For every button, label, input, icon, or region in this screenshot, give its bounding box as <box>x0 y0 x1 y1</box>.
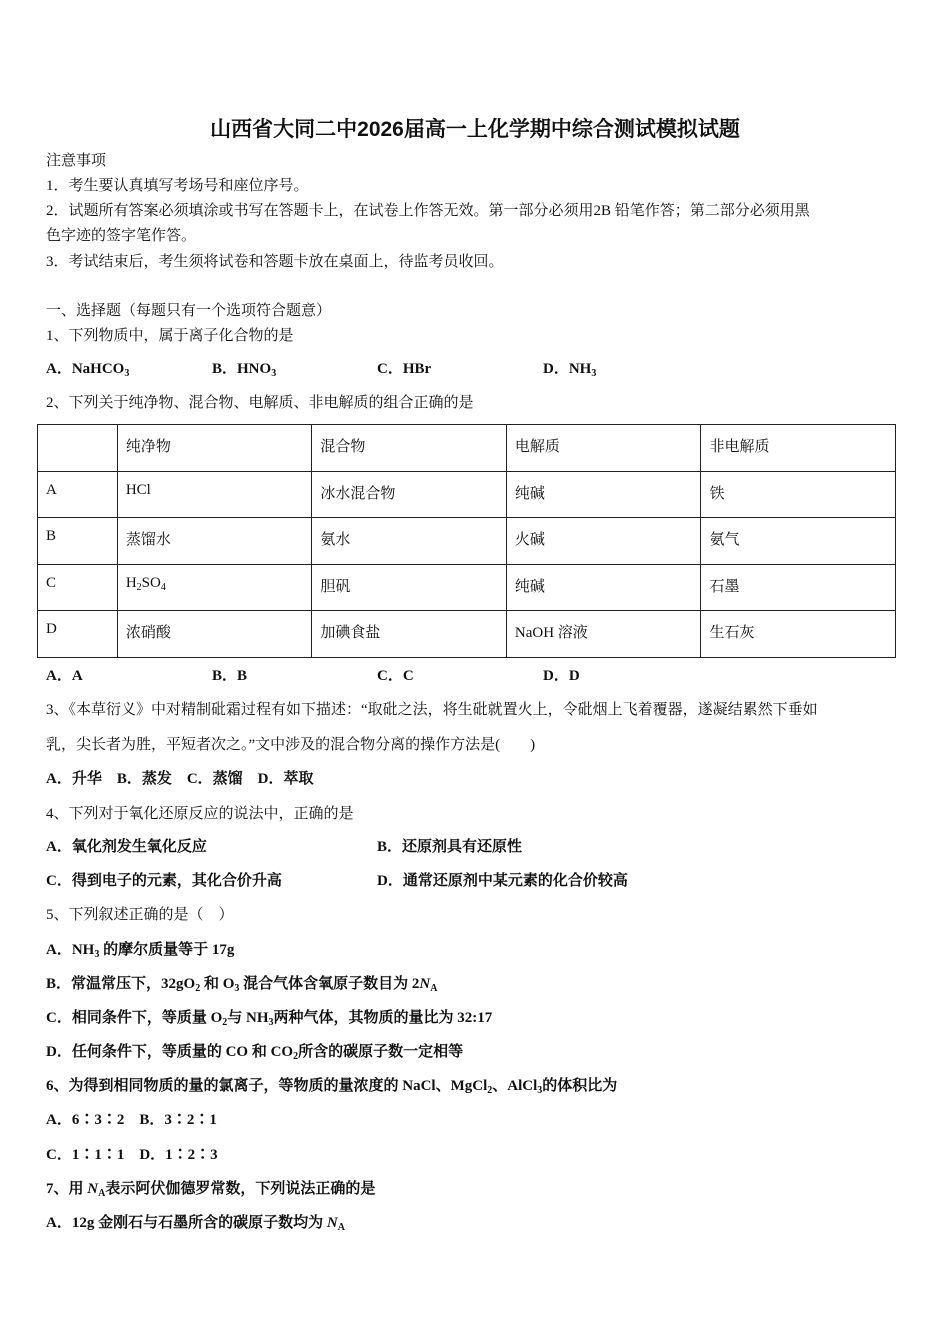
q2-option-c: C．C <box>377 668 414 684</box>
table-header-row <box>38 425 896 472</box>
question-6-stem: 6、为得到相同物质的量的氯离子，等物质的量浓度的 NaCl、MgCl$_2$、AlCl$_3$的体积比为 <box>46 1078 618 1096</box>
table-cell: C <box>38 564 118 611</box>
subscript: 2 <box>136 581 142 593</box>
question-3-stem: 3、《本草衍义》中对精制砒霜过程有如下描述：“取砒之法，将生砒就置火上，令砒烟上飞着覆器，遂凝结累然下垂如 <box>46 702 818 718</box>
subscript: 2 <box>195 983 201 994</box>
table-row <box>38 611 896 658</box>
table-cell: 冰水混合物 <box>312 471 507 518</box>
q4-option-a: A．氧化剂发生氧化反应 <box>46 839 207 855</box>
subscript: A <box>430 983 438 994</box>
table-cell: 氨水 <box>312 518 507 565</box>
table-row <box>38 471 896 518</box>
q4-option-d: D．通常还原剂中某元素的化合价较高 <box>377 873 628 889</box>
subscript: 2 <box>293 1051 299 1062</box>
subscript: 4 <box>160 581 166 593</box>
q5-option-b: B．常温常压下，$32gO_2$ 和 $O_3$ 混合气体含氧原子数目为 $2N_A$ <box>46 976 438 994</box>
table-cell: 蒸馏水 <box>117 518 312 565</box>
table-cell: A <box>38 471 118 518</box>
q2-option-a: A．A <box>46 668 83 684</box>
q5-option-a: A．$NH_3$ 的摩尔质量等于 17g <box>46 942 235 960</box>
table-cell: 纯碱 <box>506 564 701 611</box>
notice-item: 2．试题所有答案必须填涂或书写在答题卡上，在试卷上作答无效。第一部分必须用2B 铅笔作答；第二部分必须用黑 <box>46 203 810 219</box>
question-2-stem: 2、下列关于纯净物、混合物、电解质、非电解质的组合正确的是 <box>46 395 474 411</box>
table-row <box>38 518 896 565</box>
table-cell: 氨气 <box>701 518 896 565</box>
table-cell: 火碱 <box>506 518 701 565</box>
table-row <box>38 564 896 611</box>
table-cell: 胆矾 <box>312 564 507 611</box>
table-cell: NaOH 溶液 <box>506 611 701 658</box>
table-cell: 浓硝酸 <box>117 611 312 658</box>
q1-option-a: A．NaHCO$_3$ <box>46 361 130 379</box>
table-header <box>38 425 118 472</box>
subscript: 3 <box>537 1085 543 1096</box>
table-cell: $H_2SO_4$ <box>117 564 312 611</box>
italic-symbol: N <box>87 1181 99 1197</box>
table-cell: 生石灰 <box>701 611 896 658</box>
q1-option-b: B．$HNO_3$ <box>212 361 277 379</box>
subscript: 3 <box>234 983 240 994</box>
table-header: 非电解质 <box>701 425 896 472</box>
subscript: 3 <box>94 949 100 960</box>
italic-symbol: N <box>419 976 431 992</box>
q7-option-a: A．12g 金刚石与石墨所含的碳原子数均为 $N_A$ <box>46 1215 345 1233</box>
question-1-stem: 1、下列物质中，属于离子化合物的是 <box>46 328 294 344</box>
subscript: 3 <box>124 368 130 379</box>
subscript: A <box>98 1188 106 1199</box>
q6-options-ab: A．6∶3∶2 B．3∶2∶1 <box>46 1112 217 1128</box>
subscript: 2 <box>222 1017 228 1028</box>
q1-option-c: C．HBr <box>377 361 432 377</box>
subscript: 3 <box>271 368 277 379</box>
section-heading: 一、选择题（每题只有一个选项符合题意） <box>46 303 332 319</box>
question-4-stem: 4、下列对于氧化还原反应的说法中，正确的是 <box>46 806 354 822</box>
q5-option-d: D．任何条件下，等质量的 CO 和 $CO_2$所含的碳原子数一定相等 <box>46 1044 464 1062</box>
table-header: 混合物 <box>312 425 507 472</box>
table-cell: 纯碱 <box>506 471 701 518</box>
q2-option-d: D．D <box>543 668 580 684</box>
italic-symbol: N <box>326 1215 338 1231</box>
table-cell: 石墨 <box>701 564 896 611</box>
question-3-stem-cont: 乳，尖长者为胜，平短者次之。”文中涉及的混合物分离的操作方法是( ) <box>46 737 536 753</box>
table-header: 电解质 <box>506 425 701 472</box>
page-title: 山西省大同二中2026届高一上化学期中综合测试模拟试题 <box>210 118 740 141</box>
notice-item: 色字迹的签字笔作答。 <box>46 228 197 244</box>
table-cell: B <box>38 518 118 565</box>
q2-option-b: B．B <box>212 668 248 684</box>
subscript: 2 <box>487 1085 493 1096</box>
subscript: 3 <box>591 368 597 379</box>
table-cell: D <box>38 611 118 658</box>
q3-options: A．升华 B．蒸发 C．蒸馏 D．萃取 <box>46 771 314 787</box>
subscript: 3 <box>268 1017 274 1028</box>
table-cell: 铁 <box>701 471 896 518</box>
table-cell: 加碘食盐 <box>312 611 507 658</box>
notice-heading: 注意事项 <box>46 153 107 169</box>
notice-item: 1．考生要认真填写考场号和座位序号。 <box>46 178 309 194</box>
q4-option-b: B．还原剂具有还原性 <box>377 839 523 855</box>
q2-table <box>37 424 896 658</box>
q4-option-c: C．得到电子的元素，其化合价升高 <box>46 873 282 889</box>
notice-item: 3．考试结束后，考生须将试卷和答题卡放在桌面上，待监考员收回。 <box>46 254 504 270</box>
subscript: A <box>337 1222 345 1233</box>
q5-option-c: C．相同条件下，等质量 $O_2$与 $NH_3$两种气体，其物质的量比为 32:17 <box>46 1010 493 1028</box>
question-5-stem: 5、下列叙述正确的是（ ） <box>46 907 234 923</box>
q1-option-d: D．$NH_3$ <box>543 361 597 379</box>
q6-options-cd: C．1∶1∶1 D．1∶2∶3 <box>46 1147 218 1163</box>
table-cell: HCl <box>117 471 312 518</box>
table-header: 纯净物 <box>117 425 312 472</box>
question-7-stem: 7、用 $N_A$表示阿伏伽德罗常数，下列说法正确的是 <box>46 1181 376 1199</box>
